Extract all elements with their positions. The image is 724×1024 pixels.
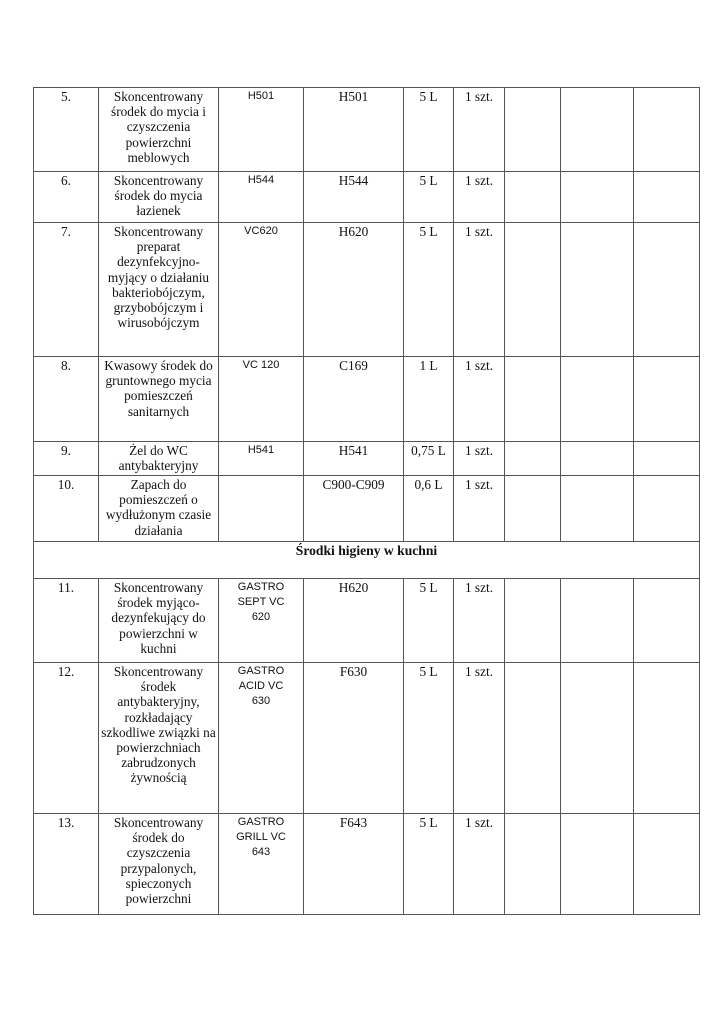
empty-cell: [634, 357, 700, 442]
product-capacity: 5 L: [404, 172, 454, 223]
empty-cell: [634, 88, 700, 172]
empty-cell: [561, 442, 634, 476]
product-name: Kwasowy środek do gruntownego mycia pomieszczeń sanitarnych: [99, 357, 219, 442]
empty-cell: [505, 88, 561, 172]
product-symbol: F630: [304, 663, 404, 814]
product-symbol: F643: [304, 814, 404, 915]
product-quantity: 1 szt.: [454, 814, 505, 915]
empty-cell: [634, 476, 700, 542]
empty-cell: [561, 223, 634, 357]
empty-cell: [561, 663, 634, 814]
empty-cell: [561, 814, 634, 915]
row-number: 10.: [34, 476, 99, 542]
empty-cell: [634, 172, 700, 223]
empty-cell: [505, 357, 561, 442]
product-symbol: C900-C909: [304, 476, 404, 542]
product-symbol: C169: [304, 357, 404, 442]
section-header-row: [34, 542, 700, 579]
product-code: VC 120: [219, 357, 304, 442]
product-quantity: 1 szt.: [454, 663, 505, 814]
product-name: Skoncentrowany środek do mycia i czyszczenia powierzchni meblowych: [99, 88, 219, 172]
table-row: [34, 579, 700, 663]
empty-cell: [634, 663, 700, 814]
empty-cell: [634, 814, 700, 915]
product-name: Skoncentrowany środek antybakteryjny, rozkładający szkodliwe związki na powierzchniach zabrudzonych żywnością: [99, 663, 219, 814]
empty-cell: [561, 357, 634, 442]
product-quantity: 1 szt.: [454, 357, 505, 442]
row-number: 5.: [34, 88, 99, 172]
empty-cell: [505, 663, 561, 814]
row-number: 9.: [34, 442, 99, 476]
row-number: 8.: [34, 357, 99, 442]
empty-cell: [634, 223, 700, 357]
empty-cell: [634, 442, 700, 476]
product-quantity: 1 szt.: [454, 88, 505, 172]
table-row: [34, 476, 700, 542]
product-name: Skoncentrowany środek do mycia łazienek: [99, 172, 219, 223]
section-row-group: [34, 542, 700, 579]
product-quantity: 1 szt.: [454, 442, 505, 476]
table-row: [34, 357, 700, 442]
section-heading: Środki higieny w kuchni: [34, 542, 700, 579]
empty-cell: [505, 579, 561, 663]
table-row: [34, 223, 700, 357]
empty-cell: [561, 88, 634, 172]
product-quantity: 1 szt.: [454, 476, 505, 542]
product-capacity: 5 L: [404, 579, 454, 663]
product-name: Skoncentrowany środek myjąco-dezynfekujący do powierzchni w kuchni: [99, 579, 219, 663]
product-capacity: 0,6 L: [404, 476, 454, 542]
empty-cell: [505, 476, 561, 542]
table-row: [34, 663, 700, 814]
product-quantity: 1 szt.: [454, 172, 505, 223]
table-row: [34, 814, 700, 915]
product-name: Zapach do pomieszczeń o wydłużonym czasie działania: [99, 476, 219, 542]
product-symbol: H544: [304, 172, 404, 223]
table-row: [34, 172, 700, 223]
product-capacity: 5 L: [404, 663, 454, 814]
table-row: [34, 442, 700, 476]
product-capacity: 0,75 L: [404, 442, 454, 476]
empty-cell: [561, 476, 634, 542]
product-symbol: H541: [304, 442, 404, 476]
product-code: GASTRO ACID VC 630: [219, 663, 304, 814]
product-code: H501: [219, 88, 304, 172]
row-number: 11.: [34, 579, 99, 663]
product-code: GASTRO SEPT VC 620: [219, 579, 304, 663]
empty-cell: [505, 223, 561, 357]
empty-cell: [505, 814, 561, 915]
empty-cell: [505, 442, 561, 476]
row-number: 12.: [34, 663, 99, 814]
products-table: [33, 87, 700, 915]
product-capacity: 1 L: [404, 357, 454, 442]
table-body-before-section: [34, 88, 700, 542]
empty-cell: [505, 172, 561, 223]
empty-cell: [561, 579, 634, 663]
product-code: GASTRO GRILL VC 643: [219, 814, 304, 915]
product-code: VC620: [219, 223, 304, 357]
table-body-after-section: [34, 579, 700, 915]
product-symbol: H501: [304, 88, 404, 172]
empty-cell: [634, 579, 700, 663]
empty-cell: [561, 172, 634, 223]
product-name: Skoncentrowany środek do czyszczenia przypalonych, spieczonych powierzchni: [99, 814, 219, 915]
product-name: Skoncentrowany preparat dezynfekcyjno-myjący o działaniu bakteriobójczym, grzybobójczym i wirusobójczym: [99, 223, 219, 357]
row-number: 13.: [34, 814, 99, 915]
table-row: [34, 88, 700, 172]
product-capacity: 5 L: [404, 814, 454, 915]
product-capacity: 5 L: [404, 223, 454, 357]
product-quantity: 1 szt.: [454, 579, 505, 663]
row-number: 7.: [34, 223, 99, 357]
product-quantity: 1 szt.: [454, 223, 505, 357]
product-code: H541: [219, 442, 304, 476]
product-name: Żel do WC antybakteryjny: [99, 442, 219, 476]
product-symbol: H620: [304, 579, 404, 663]
product-code: H544: [219, 172, 304, 223]
product-symbol: H620: [304, 223, 404, 357]
row-number: 6.: [34, 172, 99, 223]
product-code: [219, 476, 304, 542]
product-capacity: 5 L: [404, 88, 454, 172]
